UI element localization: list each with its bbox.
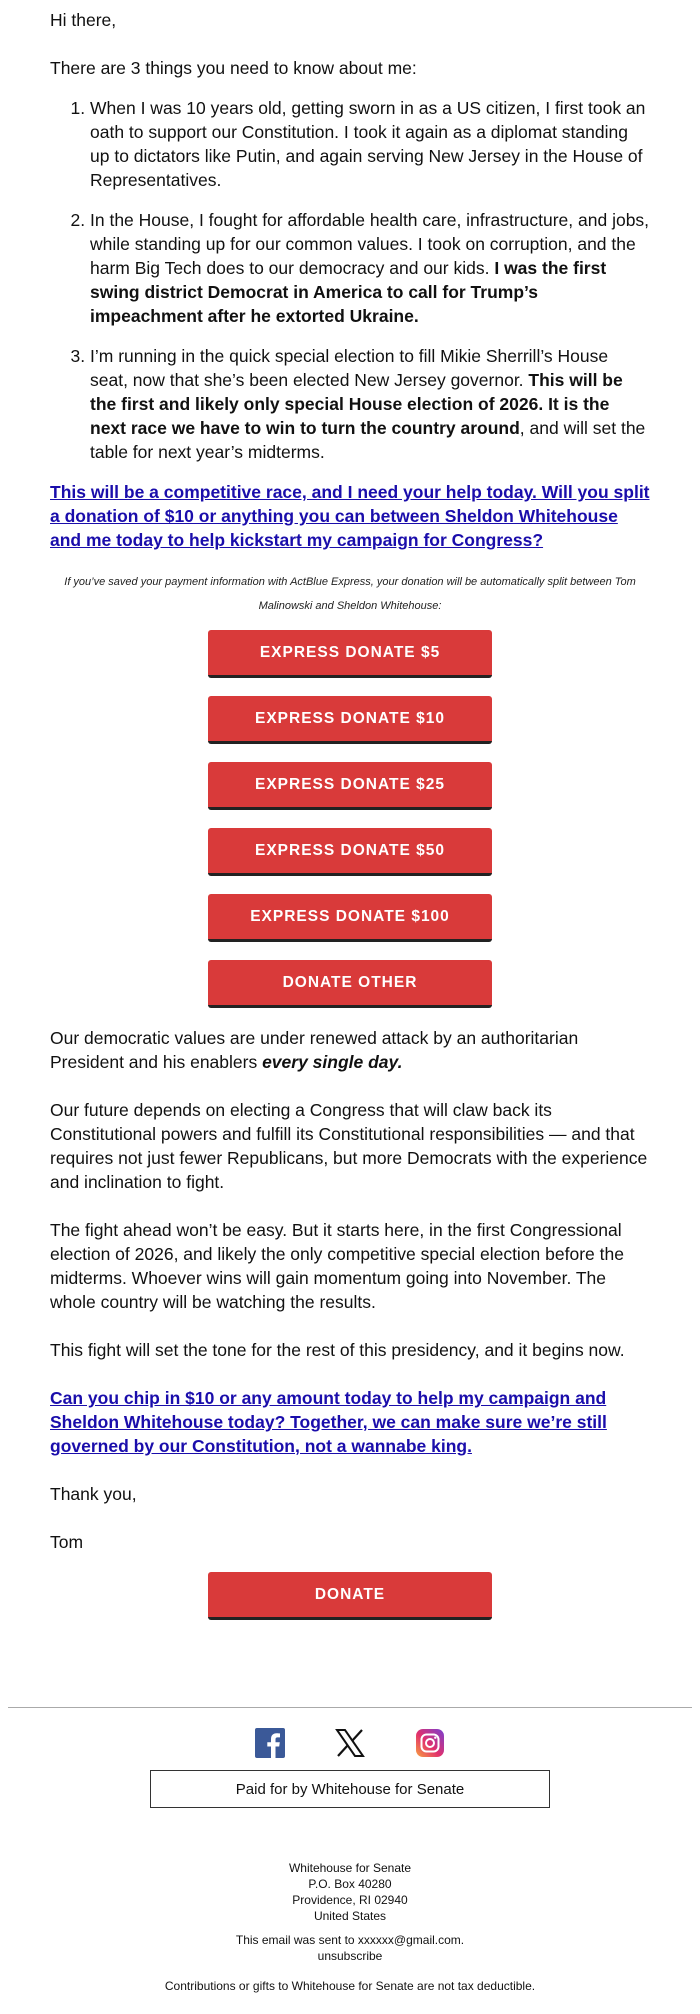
intro-text: There are 3 things you need to know about me: xyxy=(50,58,417,78)
chip-in-link[interactable]: Can you chip in $10 or any amount today to help my campaign and Sheldon Whitehouse today? Together, we can make sure we’re still governed by our Constitution, not a wannabe king. xyxy=(50,1388,607,1456)
address-line: P.O. Box 40280 xyxy=(308,1877,392,1891)
address-line: Whitehouse for Senate xyxy=(288,1861,412,1875)
express-donate-buttons xyxy=(50,630,650,1026)
donation-ask-link[interactable]: This will be a competitive race, and I need your help today. Will you split a donation of $10 or anything you can between Sheldon Whitehouse and me today to help kickstart my campaign for Congress? xyxy=(50,482,650,550)
body-paragraph xyxy=(50,1026,650,1074)
numbered-list xyxy=(50,96,650,464)
instagram-icon[interactable] xyxy=(415,1728,445,1758)
list-item xyxy=(90,344,650,464)
express-donate-50-button[interactable]: EXPRESS DONATE $50 xyxy=(208,828,492,876)
social-links xyxy=(0,1728,700,1758)
donate-other-button[interactable]: DONATE OTHER xyxy=(208,960,492,1008)
facebook-icon[interactable] xyxy=(255,1728,285,1758)
list-item xyxy=(90,96,650,192)
body-paragraph: This fight will set the tone for the rest of this presidency, and it begins now. xyxy=(50,1340,625,1360)
paragraph-emphasis: every single day. xyxy=(262,1052,403,1072)
address-line: Providence, RI 02940 xyxy=(292,1893,408,1907)
list-item-text: In the House, I fought for affordable health care, infrastructure, and jobs, while standing up for our common values. I took on corruption, and the harm Big Tech does to our democracy and our kids. xyxy=(90,210,650,278)
closing: Thank you, xyxy=(50,1484,137,1504)
list-item-bold: This will be the first and likely only special House election of 2026. It is the next race we have to win to turn the country around xyxy=(90,370,623,438)
paid-for-disclaimer: Paid for by Whitehouse for Senate xyxy=(150,1770,550,1808)
express-donate-25-button[interactable]: EXPRESS DONATE $25 xyxy=(208,762,492,810)
address-line: United States xyxy=(313,1909,387,1923)
donate-button[interactable]: DONATE xyxy=(208,1572,492,1620)
greeting: Hi there, xyxy=(50,10,117,30)
list-item-tail: , and will set the table for next year’s midterms. xyxy=(90,418,646,462)
footer-divider xyxy=(8,1707,692,1708)
unsubscribe-link[interactable]: unsubscribe xyxy=(317,1949,383,1963)
paragraph-text: Our democratic values are under renewed attack by an authoritarian President and his enablers xyxy=(50,1028,579,1072)
sent-to-text: This email was sent to xxxxxx@gmail.com. xyxy=(235,1933,465,1947)
tax-disclaimer: Contributions or gifts to Whitehouse for Senate are not tax deductible. xyxy=(164,1979,536,1993)
actblue-express-note: If you’ve saved your payment information with ActBlue Express, your donation will be automatically split between Tom Malinowski and Sheldon Whitehouse: xyxy=(64,576,636,612)
express-donate-10-button[interactable]: EXPRESS DONATE $10 xyxy=(208,696,492,744)
mailing-address xyxy=(0,1860,700,1924)
email-body xyxy=(50,8,650,1638)
list-item xyxy=(90,208,650,328)
email-notice xyxy=(0,1932,700,1964)
express-donate-100-button[interactable]: EXPRESS DONATE $100 xyxy=(208,894,492,942)
list-item-text: I’m running in the quick special election to fill Mikie Sherrill’s House seat, now that she’s been elected New Jersey governor. xyxy=(90,346,609,390)
express-donate-5-button[interactable]: EXPRESS DONATE $5 xyxy=(208,630,492,678)
list-item-text: When I was 10 years old, getting sworn in as a US citizen, I first took an oath to support our Constitution. I took it again as a diplomat standing up to dictators like Putin, and again serving New Jersey in the House of Representatives. xyxy=(90,98,646,190)
donate-button-row xyxy=(50,1572,650,1638)
body-paragraph: The fight ahead won’t be easy. But it starts here, in the first Congressional election of 2026, and likely the only competitive special election before the midterms. Whoever wins will gain momentum going into November. The whole country will be watching the results. xyxy=(50,1220,624,1312)
signature: Tom xyxy=(50,1532,84,1552)
body-paragraph: Our future depends on electing a Congress that will claw back its Constitutional powers and fulfill its Constitutional responsibilities — and that requires not just fewer Republicans, but more Democrats with the experience and inclination to fight. xyxy=(50,1100,648,1192)
list-item-bold: I was the first swing district Democrat in America to call for Trump’s impeachment after he extorted Ukraine. xyxy=(90,258,607,326)
x-icon[interactable] xyxy=(335,1728,365,1758)
